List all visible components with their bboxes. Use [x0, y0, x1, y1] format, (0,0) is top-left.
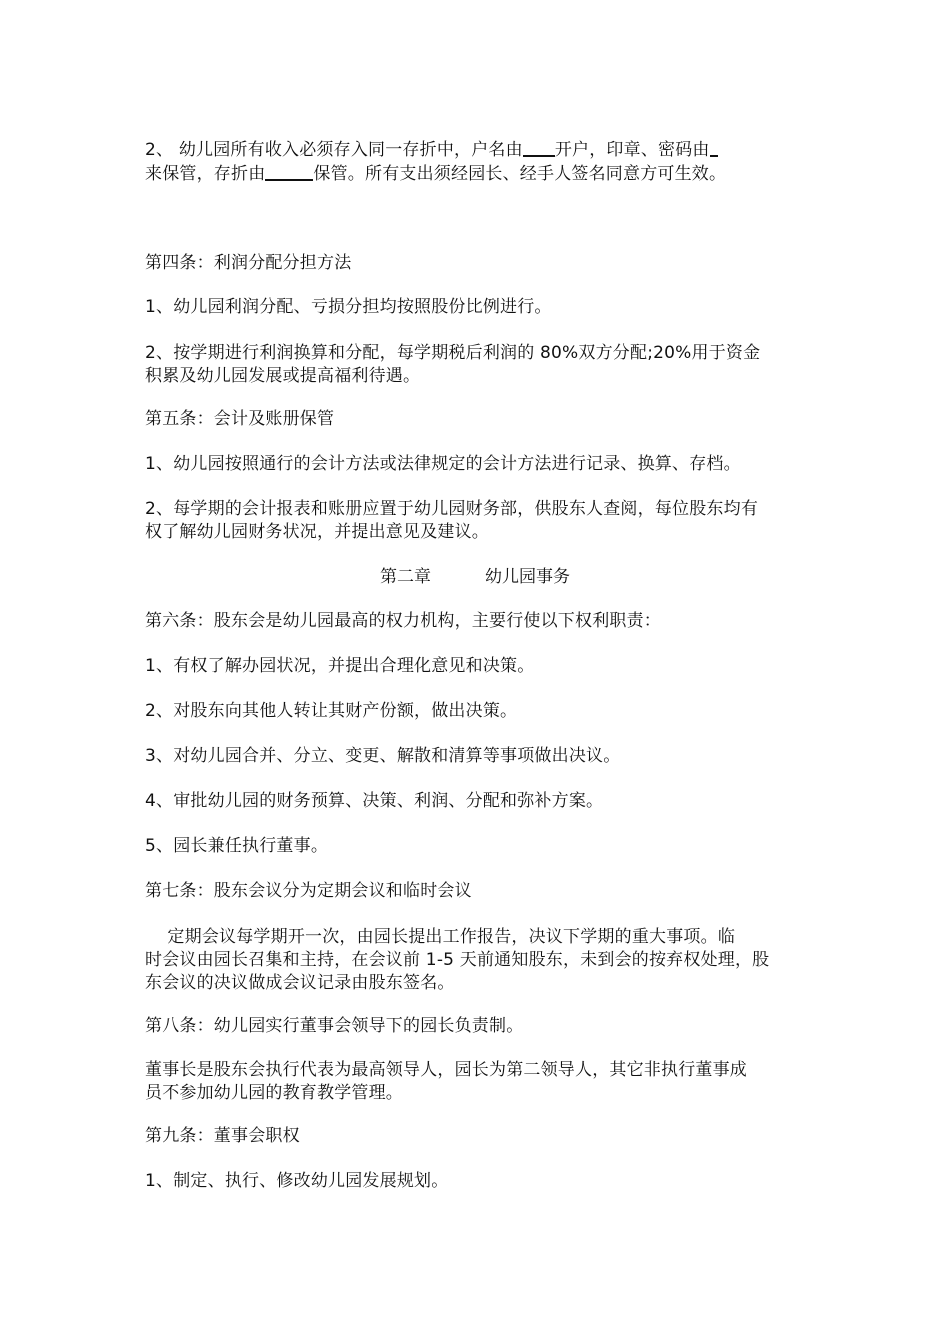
article-6-item-2: 2、对股东向其他人转让其财产份额，做出决策。 [145, 701, 518, 721]
article-7-paragraph-line-1: 定期会议每学期开一次，由园长提出工作报告，决议下学期的重大事项。临 [145, 927, 736, 947]
article-7-paragraph-line-3: 东会议的决议做成会议记录由股东签名。 [145, 973, 455, 993]
seal-keeper-blank [710, 139, 718, 157]
article-4-item-2-line-1: 2、按学期进行利润换算和分配，每学期税后利润的 80%双方分配;20%用于资金 [145, 343, 761, 363]
clause-2-text-b: 开户，印章、密码由 [554, 140, 710, 160]
article-4-item-2-line-2: 积累及幼儿园发展或提高福利待遇。 [145, 366, 421, 386]
article-8-title: 第八条：幼儿园实行董事会领导下的园长负责制。 [145, 1016, 524, 1036]
article-7-title: 第七条：股东会议分为定期会议和临时会议 [145, 881, 472, 901]
article-5-title: 第五条：会计及账册保管 [145, 409, 335, 429]
article-6-item-3: 3、对幼儿园合并、分立、变更、解散和清算等事项做出决议。 [145, 746, 621, 766]
article-5-item-2-line-1: 2、每学期的会计报表和账册应置于幼儿园财务部，供股东人查阅，每位股东均有 [145, 499, 759, 519]
clause-2-text-d: 保管。所有支出须经园长、经手人签名同意方可生效。 [313, 164, 727, 184]
article-8-paragraph-line-2: 员不参加幼儿园的教育教学管理。 [145, 1083, 403, 1103]
clause-2-text-c: 来保管，存折由 [145, 164, 266, 184]
article-9-item-1: 1、制定、执行、修改幼儿园发展规划。 [145, 1171, 449, 1191]
article-8-paragraph-line-1: 董事长是股东会执行代表为最高领导人，园长为第二领导人，其它非执行董事成 [145, 1060, 747, 1080]
article-6-item-4: 4、审批幼儿园的财务预算、决策、利润、分配和弥补方案。 [145, 791, 604, 811]
article-6-item-5: 5、园长兼任执行董事。 [145, 836, 329, 856]
article-4-title: 第四条：利润分配分担方法 [145, 253, 352, 273]
chapter-2-heading: 第二章 幼儿园事务 [379, 567, 571, 587]
article-6-title: 第六条：股东会是幼儿园最高的权力机构，主要行使以下权利职责： [145, 611, 661, 631]
clause-2-text-a: 2、 幼儿园所有收入必须存入同一存折中，户名由 [145, 140, 523, 160]
clause-2-line-1 [145, 139, 815, 161]
article-4-item-1: 1、幼儿园利润分配、亏损分担均按照股份比例进行。 [145, 297, 552, 317]
clause-2-line-2 [145, 163, 815, 185]
article-6-item-1: 1、有权了解办园状况，并提出合理化意见和决策。 [145, 656, 535, 676]
article-5-item-1: 1、幼儿园按照通行的会计方法或法律规定的会计方法进行记录、换算、存档。 [145, 454, 741, 474]
article-5-item-2-line-2: 权了解幼儿园财务状况，并提出意见及建议。 [145, 522, 489, 542]
passbook-keeper-blank [265, 163, 313, 181]
article-9-title: 第九条：董事会职权 [145, 1126, 300, 1146]
article-7-paragraph-line-2: 时会议由园长召集和主持，在会议前 1-5 天前通知股东，未到会的按弃权处理，股 [145, 950, 770, 970]
account-name-blank [523, 139, 555, 157]
